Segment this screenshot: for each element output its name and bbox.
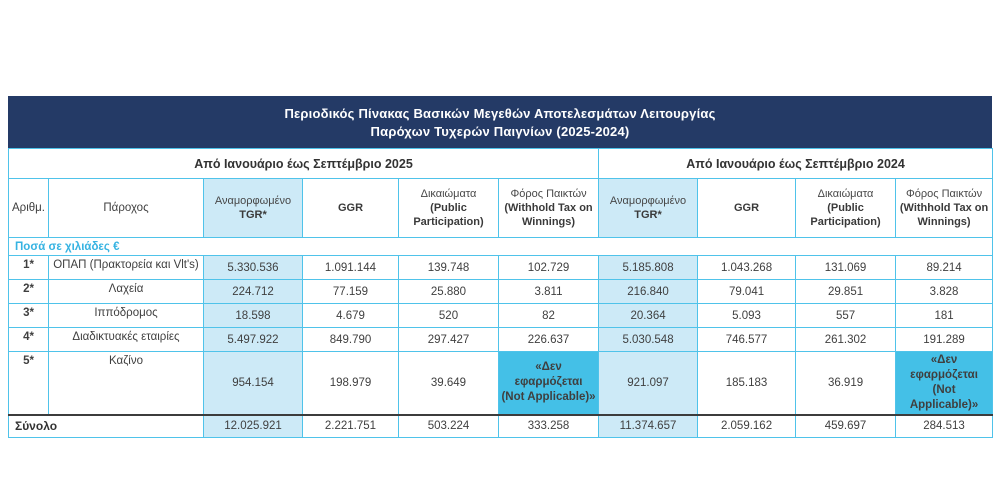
tax-2024-cell: 89.214	[896, 256, 993, 280]
row-number-cell: 2*	[9, 280, 49, 304]
period-2025-header: Από Ιανουάριο έως Σεπτέμβριο 2025	[9, 149, 599, 179]
ggr-2025-cell: 4.679	[303, 304, 399, 328]
tax-2024-cell: 181	[896, 304, 993, 328]
tgr-2025-cell: 224.712	[204, 280, 303, 304]
total-rights-2024-cell: 459.697	[796, 415, 896, 438]
table-title-bar	[8, 96, 992, 148]
col-header-tgr-2025: Αναμορφωμένο TGR*	[204, 179, 303, 238]
tax-2024-not-applicable-cell: «Δεν εφαρμόζεται (Not Applicable)»	[896, 352, 993, 415]
table-row-opap	[9, 256, 993, 280]
table-row-casino	[9, 352, 993, 415]
total-rights-2025-cell: 503.224	[399, 415, 499, 438]
col-header-ggr-2024: GGR	[698, 179, 796, 238]
results-table	[8, 148, 993, 438]
ggr-2025-cell: 198.979	[303, 352, 399, 415]
tgr-2025-cell: 5.497.922	[204, 328, 303, 352]
row-number-cell: 3*	[9, 304, 49, 328]
tgr-2025-cell: 954.154	[204, 352, 303, 415]
col-header-rights-2025: Δικαιώματα (Public Participation)	[399, 179, 499, 238]
rights-2024-cell: 131.069	[796, 256, 896, 280]
title-line-1: Περιοδικός Πίνακας Βασικών Μεγεθών Αποτελεσμάτων Λειτουργίας	[284, 105, 716, 121]
units-note: Ποσά σε χιλιάδες €	[9, 238, 993, 256]
units-note-row	[9, 238, 993, 256]
table-row-online	[9, 328, 993, 352]
tgr-2024-cell: 20.364	[599, 304, 698, 328]
ggr-2024-cell: 1.043.268	[698, 256, 796, 280]
tgr-2024-cell: 921.097	[599, 352, 698, 415]
total-ggr-2024-cell: 2.059.162	[698, 415, 796, 438]
tgr-2025-cell: 5.330.536	[204, 256, 303, 280]
provider-cell: Ιππόδρομος	[49, 304, 204, 328]
rights-2025-cell: 39.649	[399, 352, 499, 415]
rights-2024-cell: 557	[796, 304, 896, 328]
ggr-2024-cell: 746.577	[698, 328, 796, 352]
tax-2024-cell: 191.289	[896, 328, 993, 352]
total-row	[9, 415, 993, 438]
table-row-ippodromos	[9, 304, 993, 328]
provider-cell: Καζίνο	[49, 352, 204, 415]
tgr-2025-cell: 18.598	[204, 304, 303, 328]
col-header-tax-2025: Φόρος Παικτών (Withhold Tax on Winnings)	[499, 179, 599, 238]
provider-cell: ΟΠΑΠ (Πρακτορεία και Vlt's)	[49, 256, 204, 280]
ggr-2025-cell: 77.159	[303, 280, 399, 304]
tgr-2024-cell: 216.840	[599, 280, 698, 304]
col-header-rights-2024: Δικαιώματα (Public Participation)	[796, 179, 896, 238]
rights-2025-cell: 139.748	[399, 256, 499, 280]
column-header-row	[9, 179, 993, 238]
col-header-provider: Πάροχος	[49, 179, 204, 238]
tax-2025-cell: 3.811	[499, 280, 599, 304]
total-tax-2025-cell: 333.258	[499, 415, 599, 438]
col-header-ggr-2025: GGR	[303, 179, 399, 238]
row-number-cell: 5*	[9, 352, 49, 415]
row-number-cell: 1*	[9, 256, 49, 280]
tax-2025-cell: 102.729	[499, 256, 599, 280]
total-ggr-2025-cell: 2.221.751	[303, 415, 399, 438]
tax-2024-cell: 3.828	[896, 280, 993, 304]
ggr-2024-cell: 79.041	[698, 280, 796, 304]
ggr-2024-cell: 5.093	[698, 304, 796, 328]
tax-2025-cell: 82	[499, 304, 599, 328]
rights-2024-cell: 36.919	[796, 352, 896, 415]
rights-2025-cell: 297.427	[399, 328, 499, 352]
col-header-tgr-2024: Αναμορφωμένο TGR*	[599, 179, 698, 238]
tax-2025-not-applicable-cell: «Δεν εφαρμόζεται (Not Applicable)»	[499, 352, 599, 415]
tgr-2024-cell: 5.030.548	[599, 328, 698, 352]
total-tgr-2024-cell: 11.374.657	[599, 415, 698, 438]
ggr-2025-cell: 849.790	[303, 328, 399, 352]
period-header-row	[9, 149, 993, 179]
provider-cell: Λαχεία	[49, 280, 204, 304]
period-2024-header: Από Ιανουάριο έως Σεπτέμβριο 2024	[599, 149, 993, 179]
row-number-cell: 4*	[9, 328, 49, 352]
rights-2025-cell: 520	[399, 304, 499, 328]
total-tgr-2025-cell: 12.025.921	[204, 415, 303, 438]
title-line-2: Παρόχων Τυχερών Παιγνίων (2025-2024)	[370, 123, 630, 139]
provider-cell: Διαδικτυακές εταιρίες	[49, 328, 204, 352]
ggr-2024-cell: 185.183	[698, 352, 796, 415]
col-header-tax-2024: Φόρος Παικτών (Withhold Tax on Winnings)	[896, 179, 993, 238]
tgr-2024-cell: 5.185.808	[599, 256, 698, 280]
tax-2025-cell: 226.637	[499, 328, 599, 352]
col-header-num: Αριθμ.	[9, 179, 49, 238]
total-label-cell: Σύνολο	[9, 415, 204, 438]
rights-2025-cell: 25.880	[399, 280, 499, 304]
total-tax-2024-cell: 284.513	[896, 415, 993, 438]
rights-2024-cell: 261.302	[796, 328, 896, 352]
ggr-2025-cell: 1.091.144	[303, 256, 399, 280]
table-row-laxeia	[9, 280, 993, 304]
rights-2024-cell: 29.851	[796, 280, 896, 304]
